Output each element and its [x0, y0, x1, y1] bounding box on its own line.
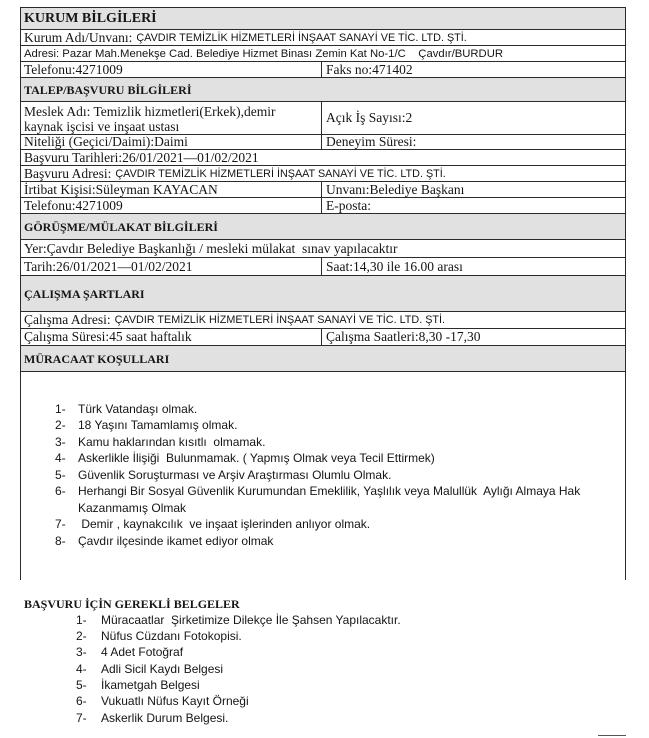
- list-item: [76, 710, 616, 726]
- list-item: [76, 693, 616, 709]
- list-text: Müracaatlar Şirketimize Dilekçe İle Şahsen Yapılacaktır.: [101, 612, 401, 627]
- calisma-adresi-field: [21, 312, 625, 328]
- table-row: [20, 150, 626, 166]
- list-text: Vukuatlı Nüfus Kayıt Örneği: [101, 694, 249, 709]
- calisma-suresi-field: Çalışma Süresi:45 saat haftalık: [21, 329, 322, 345]
- list-text: Nüfus Cüzdanı Fotokopisi.: [101, 629, 242, 644]
- section-title: TALEP/BAŞVURU BİLGİLERİ: [24, 82, 192, 97]
- table-row: [20, 102, 626, 135]
- mulakat-saat-field: Saat:14,30 ile 16.00 arası: [326, 258, 463, 274]
- list-number: 1-: [55, 401, 66, 416]
- list-number: 7-: [76, 710, 87, 725]
- list-item: [55, 401, 615, 418]
- list-item: [76, 661, 616, 677]
- list-number: 2-: [76, 629, 87, 644]
- list-text: Kamu haklarından kısıtlı olmamak.: [78, 434, 266, 449]
- list-number: 6-: [55, 484, 66, 499]
- list-item: [55, 533, 615, 550]
- field-label: Kurum Adı/Unvanı:: [24, 29, 133, 45]
- list-text: Adli Sicil Kaydı Belgesi: [101, 661, 224, 676]
- list-item: [76, 612, 616, 628]
- table-row: [20, 240, 626, 258]
- irtibat-kisisi-field: İrtibat Kişisi:Süleyman KAYACAN: [21, 182, 322, 197]
- list-text: Çavdır ilçesinde ikamet ediyor olmak: [78, 533, 274, 548]
- gerekli-belgeler-title: BAŞVURU İÇİN GEREKLİ BELGELER: [24, 597, 240, 611]
- acik-is-sayisi-field: Açık İş Sayısı:2: [326, 110, 413, 125]
- table-row: [20, 182, 626, 198]
- list-number: 6-: [76, 694, 87, 709]
- list-item: [55, 417, 615, 434]
- section-header-muracaat: [20, 346, 626, 372]
- table-row: [20, 258, 626, 276]
- section-title: ÇALIŞMA ŞARTLARI: [24, 286, 145, 301]
- list-item: [55, 516, 615, 533]
- list-item: [55, 467, 615, 484]
- list-number: 5-: [55, 467, 66, 482]
- unvani-field: Unvanı:Belediye Başkanı: [326, 181, 465, 197]
- list-text: Türk Vatandaşı olmak.: [78, 401, 198, 416]
- kurum-telefon-field: Telefonu:4271009: [21, 62, 322, 77]
- list-text: Herhangi Bir Sosyal Güvenlik Kurumundan Emeklilik, Yaşlılık veya Malullük Aylığı Almaya Hak Kazanmamış Olmak: [78, 484, 584, 515]
- list-number: 4-: [55, 451, 66, 466]
- basvuru-tarihleri-field: Başvuru Tarihleri:26/01/2021—01/02/2021: [24, 149, 259, 165]
- niteligi-field: Niteliği (Geçici/Daimi):Daimi: [21, 135, 322, 149]
- table-row: [20, 135, 626, 150]
- section-header-calisma: [20, 276, 626, 312]
- field-label: Çalışma Adresi:: [24, 312, 111, 327]
- section-header-kurum: [20, 7, 626, 30]
- table-row: [20, 329, 626, 346]
- field-label: Başvuru Adresi:: [24, 165, 112, 181]
- calisma-saatleri-field: Çalışma Saatleri:8,30 -17,30: [326, 329, 481, 344]
- list-number: 4-: [76, 661, 87, 676]
- list-text: İkametgah Belgesi: [101, 678, 200, 693]
- list-text: 18 Yaşını Tamamlamış olmak.: [78, 418, 238, 433]
- list-number: 5-: [76, 678, 87, 693]
- section-title: KURUM BİLGİLERİ: [24, 10, 157, 26]
- eposta-field: E-posta:: [326, 197, 371, 213]
- kurum-adi-field: [21, 30, 625, 45]
- table-row: [20, 312, 626, 329]
- table-row: [20, 62, 626, 78]
- list-text: Askerlik Durum Belgesi.: [101, 710, 229, 725]
- table-row: [20, 46, 626, 62]
- table-row: [20, 198, 626, 214]
- gerekli-belgeler-list: [76, 612, 616, 726]
- page-bottom-divider: [598, 735, 626, 736]
- talep-telefon-field: Telefonu:4271009: [21, 198, 322, 213]
- table-row: [20, 30, 626, 46]
- kurum-adres-field: Adresi: Pazar Mah.Menekşe Cad. Belediye Hizmet Binası Zemin Kat No-1/C Çavdır/BURDUR: [24, 47, 504, 60]
- list-number: 7-: [55, 517, 66, 532]
- list-text: Güvenlik Soruşturması ve Arşiv Araştırması Olumlu Olmak.: [78, 467, 392, 482]
- basvuru-adresi-field: [21, 166, 625, 181]
- list-number: 1-: [76, 612, 87, 627]
- section-title: GÖRÜŞME/MÜLAKAT BİLGİLERİ: [24, 219, 218, 234]
- field-value: ÇAVDIR TEMİZLİK HİZMETLERİ İNŞAAT SANAYİ VE TİC. LTD. ŞTİ.: [114, 314, 445, 326]
- meslek-adi-field: Meslek Adı: Temizlik hizmetleri(Erkek),demir kaynak işcisi ve inşaat ustası: [21, 102, 322, 134]
- list-number: 3-: [76, 645, 87, 660]
- mulakat-tarih-field: Tarih:26/01/2021—01/02/2021: [21, 258, 322, 275]
- list-item: [55, 483, 615, 516]
- section-header-talep: [20, 78, 626, 102]
- list-item: [76, 628, 616, 644]
- deneyim-suresi-field: Deneyim Süresi:: [326, 134, 417, 149]
- muracaat-kosullari-list: [55, 401, 615, 550]
- list-item: [76, 677, 616, 693]
- list-item: [55, 434, 615, 451]
- list-text: Demir , kaynakcılık ve inşaat işlerinden anlıyor olmak.: [78, 517, 371, 532]
- section-header-gorusme: [20, 214, 626, 240]
- field-value: ÇAVDIR TEMİZLİK HİZMETLERİ İNŞAAT SANAYİ VE TİC. LTD. ŞTİ.: [115, 167, 446, 180]
- section-title: MÜRACAAT KOŞULLARI: [24, 351, 170, 366]
- list-text: 4 Adet Fotoğraf: [101, 645, 184, 660]
- list-item: [76, 644, 616, 660]
- kurum-faks-field: Faks no:471402: [326, 61, 413, 77]
- table-row: [20, 166, 626, 182]
- list-text: Askerlikle İlişiği Bulunmamak. ( Yapmış Olmak veya Tecil Ettirmek): [78, 451, 435, 466]
- list-number: 3-: [55, 434, 66, 449]
- field-value: ÇAVDIR TEMİZLİK HİZMETLERİ İNŞAAT SANAYİ VE TİC. LTD. ŞTİ.: [136, 31, 467, 44]
- list-number: 8-: [55, 533, 66, 548]
- mulakat-yer-field: Yer:Çavdır Belediye Başkanlığı / mesleki mülakat sınav yapılacaktır: [24, 240, 398, 256]
- list-number: 2-: [55, 418, 66, 433]
- list-item: [55, 450, 615, 467]
